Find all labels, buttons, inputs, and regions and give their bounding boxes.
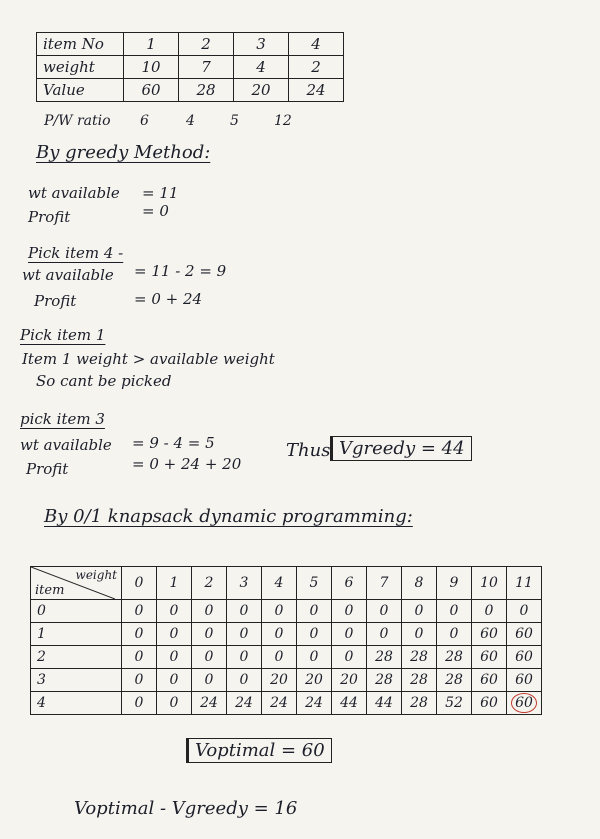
- ratio-value: 12: [274, 113, 292, 129]
- dp-cell: 0: [367, 600, 402, 623]
- item-table: [36, 32, 344, 102]
- dp-cell: 0: [122, 646, 157, 669]
- ratio-value: 6: [140, 113, 149, 129]
- thus-label: Thus: [286, 440, 331, 461]
- dp-cell: 0: [157, 623, 192, 646]
- dp-column-header: 7: [367, 567, 402, 600]
- table-cell: 24: [289, 79, 344, 102]
- step3-profit-value: = 0 + 24 + 20: [132, 455, 242, 473]
- dp-header-row: [31, 567, 542, 600]
- dp-cell: 0: [157, 692, 192, 715]
- profit-value: = 0: [142, 202, 169, 220]
- highlighted-cell-value: 60: [511, 693, 537, 713]
- item-number-row: [37, 33, 344, 56]
- dp-cell: 0: [402, 623, 437, 646]
- dp-cell: 0: [227, 623, 262, 646]
- dp-row: [31, 646, 542, 669]
- table-cell: 3: [234, 33, 289, 56]
- dp-column-header: 8: [402, 567, 437, 600]
- dp-column-header: 3: [227, 567, 262, 600]
- dp-row-label: 4: [31, 692, 122, 715]
- dp-table-body: [31, 600, 542, 715]
- ratio-label: P/W ratio: [44, 113, 111, 129]
- dp-cell: 28: [367, 646, 402, 669]
- dp-column-header: 4: [262, 567, 297, 600]
- dp-cell: 28: [437, 669, 472, 692]
- profit-label: Profit: [28, 208, 71, 226]
- dp-column-header: 11: [507, 567, 542, 600]
- dp-cell: 24: [262, 692, 297, 715]
- dp-cell: 20: [332, 669, 367, 692]
- dp-cell: 28: [367, 669, 402, 692]
- dp-cell: 60: [472, 623, 507, 646]
- dp-cell: 0: [227, 669, 262, 692]
- dp-cell: 0: [192, 623, 227, 646]
- corner-item-label: item: [35, 583, 65, 598]
- dp-cell: 60: [507, 669, 542, 692]
- value-row: [37, 79, 344, 102]
- dp-cell: 24: [297, 692, 332, 715]
- dp-cell: 44: [332, 692, 367, 715]
- row-label: weight: [37, 56, 124, 79]
- step2-line1: Item 1 weight > available weight: [22, 350, 275, 368]
- dp-cell: 60: [472, 669, 507, 692]
- dp-row-label: 2: [31, 646, 122, 669]
- dp-cell: 60: [472, 692, 507, 715]
- vgreedy-result: Vgreedy = 44: [330, 436, 472, 461]
- dp-cell: 0: [157, 600, 192, 623]
- step3-heading: pick item 3: [20, 410, 105, 428]
- dp-cell: 0: [192, 646, 227, 669]
- dp-row: [31, 669, 542, 692]
- dp-cell: [507, 692, 542, 715]
- dp-column-header: 2: [192, 567, 227, 600]
- dp-cell: 0: [122, 623, 157, 646]
- step3-wt-value: = 9 - 4 = 5: [132, 434, 215, 452]
- table-cell: 2: [179, 33, 234, 56]
- dp-cell: 0: [227, 646, 262, 669]
- corner-weight-label: weight: [75, 568, 117, 582]
- dp-cell: 0: [192, 600, 227, 623]
- dp-row-label: 0: [31, 600, 122, 623]
- dp-cell: 52: [437, 692, 472, 715]
- dp-cell: 28: [402, 646, 437, 669]
- dp-cell: 0: [157, 646, 192, 669]
- dp-cell: 0: [332, 623, 367, 646]
- dp-column-header: 5: [297, 567, 332, 600]
- step3-profit-label: Profit: [26, 460, 69, 478]
- dp-cell: 44: [367, 692, 402, 715]
- step1-wt-value: = 11 - 2 = 9: [134, 262, 227, 280]
- dp-cell: 20: [262, 669, 297, 692]
- table-cell: 28: [179, 79, 234, 102]
- voptimal-result: Voptimal = 60: [186, 738, 332, 763]
- dp-cell: 0: [367, 623, 402, 646]
- dp-cell: 0: [507, 600, 542, 623]
- dp-cell: 60: [507, 646, 542, 669]
- step2-line2: So cant be picked: [36, 372, 172, 390]
- dp-cell: 24: [192, 692, 227, 715]
- step2-heading: Pick item 1: [20, 326, 106, 344]
- table-cell: 4: [234, 56, 289, 79]
- weight-row: [37, 56, 344, 79]
- table-cell: 7: [179, 56, 234, 79]
- dp-row: [31, 600, 542, 623]
- step1-profit-value: = 0 + 24: [134, 290, 203, 308]
- dp-column-header: 0: [122, 567, 157, 600]
- table-cell: 2: [289, 56, 344, 79]
- dp-cell: 0: [297, 623, 332, 646]
- dp-cell: 60: [472, 646, 507, 669]
- dp-row: [31, 692, 542, 715]
- dp-corner-cell: [31, 567, 122, 600]
- difference-result: Voptimal - Vgreedy = 16: [74, 798, 298, 819]
- dp-cell: 0: [262, 646, 297, 669]
- dp-cell: 24: [227, 692, 262, 715]
- greedy-heading: By greedy Method:: [36, 142, 211, 163]
- dp-column-header: 6: [332, 567, 367, 600]
- dp-cell: 28: [402, 669, 437, 692]
- dp-cell: 0: [122, 669, 157, 692]
- step1-heading: Pick item 4 -: [28, 244, 124, 262]
- dp-cell: 0: [262, 623, 297, 646]
- dp-row-label: 1: [31, 623, 122, 646]
- row-label: item No: [37, 33, 124, 56]
- dp-cell: 0: [437, 600, 472, 623]
- wt-label: wt available: [28, 184, 120, 202]
- ratio-value: 4: [186, 113, 195, 129]
- step3-wt-label: wt available: [20, 436, 112, 454]
- dp-column-header: 10: [472, 567, 507, 600]
- dp-cell: 0: [297, 600, 332, 623]
- table-cell: 60: [124, 79, 179, 102]
- table-cell: 4: [289, 33, 344, 56]
- dp-cell: 0: [262, 600, 297, 623]
- dp-cell: 28: [402, 692, 437, 715]
- dp-cell: 0: [437, 623, 472, 646]
- dp-row: [31, 623, 542, 646]
- dp-cell: 0: [472, 600, 507, 623]
- row-label: Value: [37, 79, 124, 102]
- ratio-value: 5: [230, 113, 239, 129]
- table-cell: 1: [124, 33, 179, 56]
- dp-cell: 0: [157, 669, 192, 692]
- step1-wt-label: wt available: [22, 266, 114, 284]
- dp-cell: 0: [122, 600, 157, 623]
- dp-heading: By 0/1 knapsack dynamic programming:: [44, 506, 413, 527]
- dp-cell: 0: [402, 600, 437, 623]
- dp-cell: 0: [122, 692, 157, 715]
- dp-table: [30, 566, 542, 715]
- dp-cell: 0: [192, 669, 227, 692]
- dp-cell: 0: [297, 646, 332, 669]
- table-cell: 10: [124, 56, 179, 79]
- wt-value: = 11: [142, 184, 179, 202]
- dp-column-header: 9: [437, 567, 472, 600]
- dp-cell: 20: [297, 669, 332, 692]
- dp-row-label: 3: [31, 669, 122, 692]
- table-cell: 20: [234, 79, 289, 102]
- dp-cell: 0: [332, 646, 367, 669]
- dp-cell: 0: [227, 600, 262, 623]
- dp-cell: 28: [437, 646, 472, 669]
- dp-column-header: 1: [157, 567, 192, 600]
- dp-cell: 60: [507, 623, 542, 646]
- step1-profit-label: Profit: [34, 292, 77, 310]
- dp-cell: 0: [332, 600, 367, 623]
